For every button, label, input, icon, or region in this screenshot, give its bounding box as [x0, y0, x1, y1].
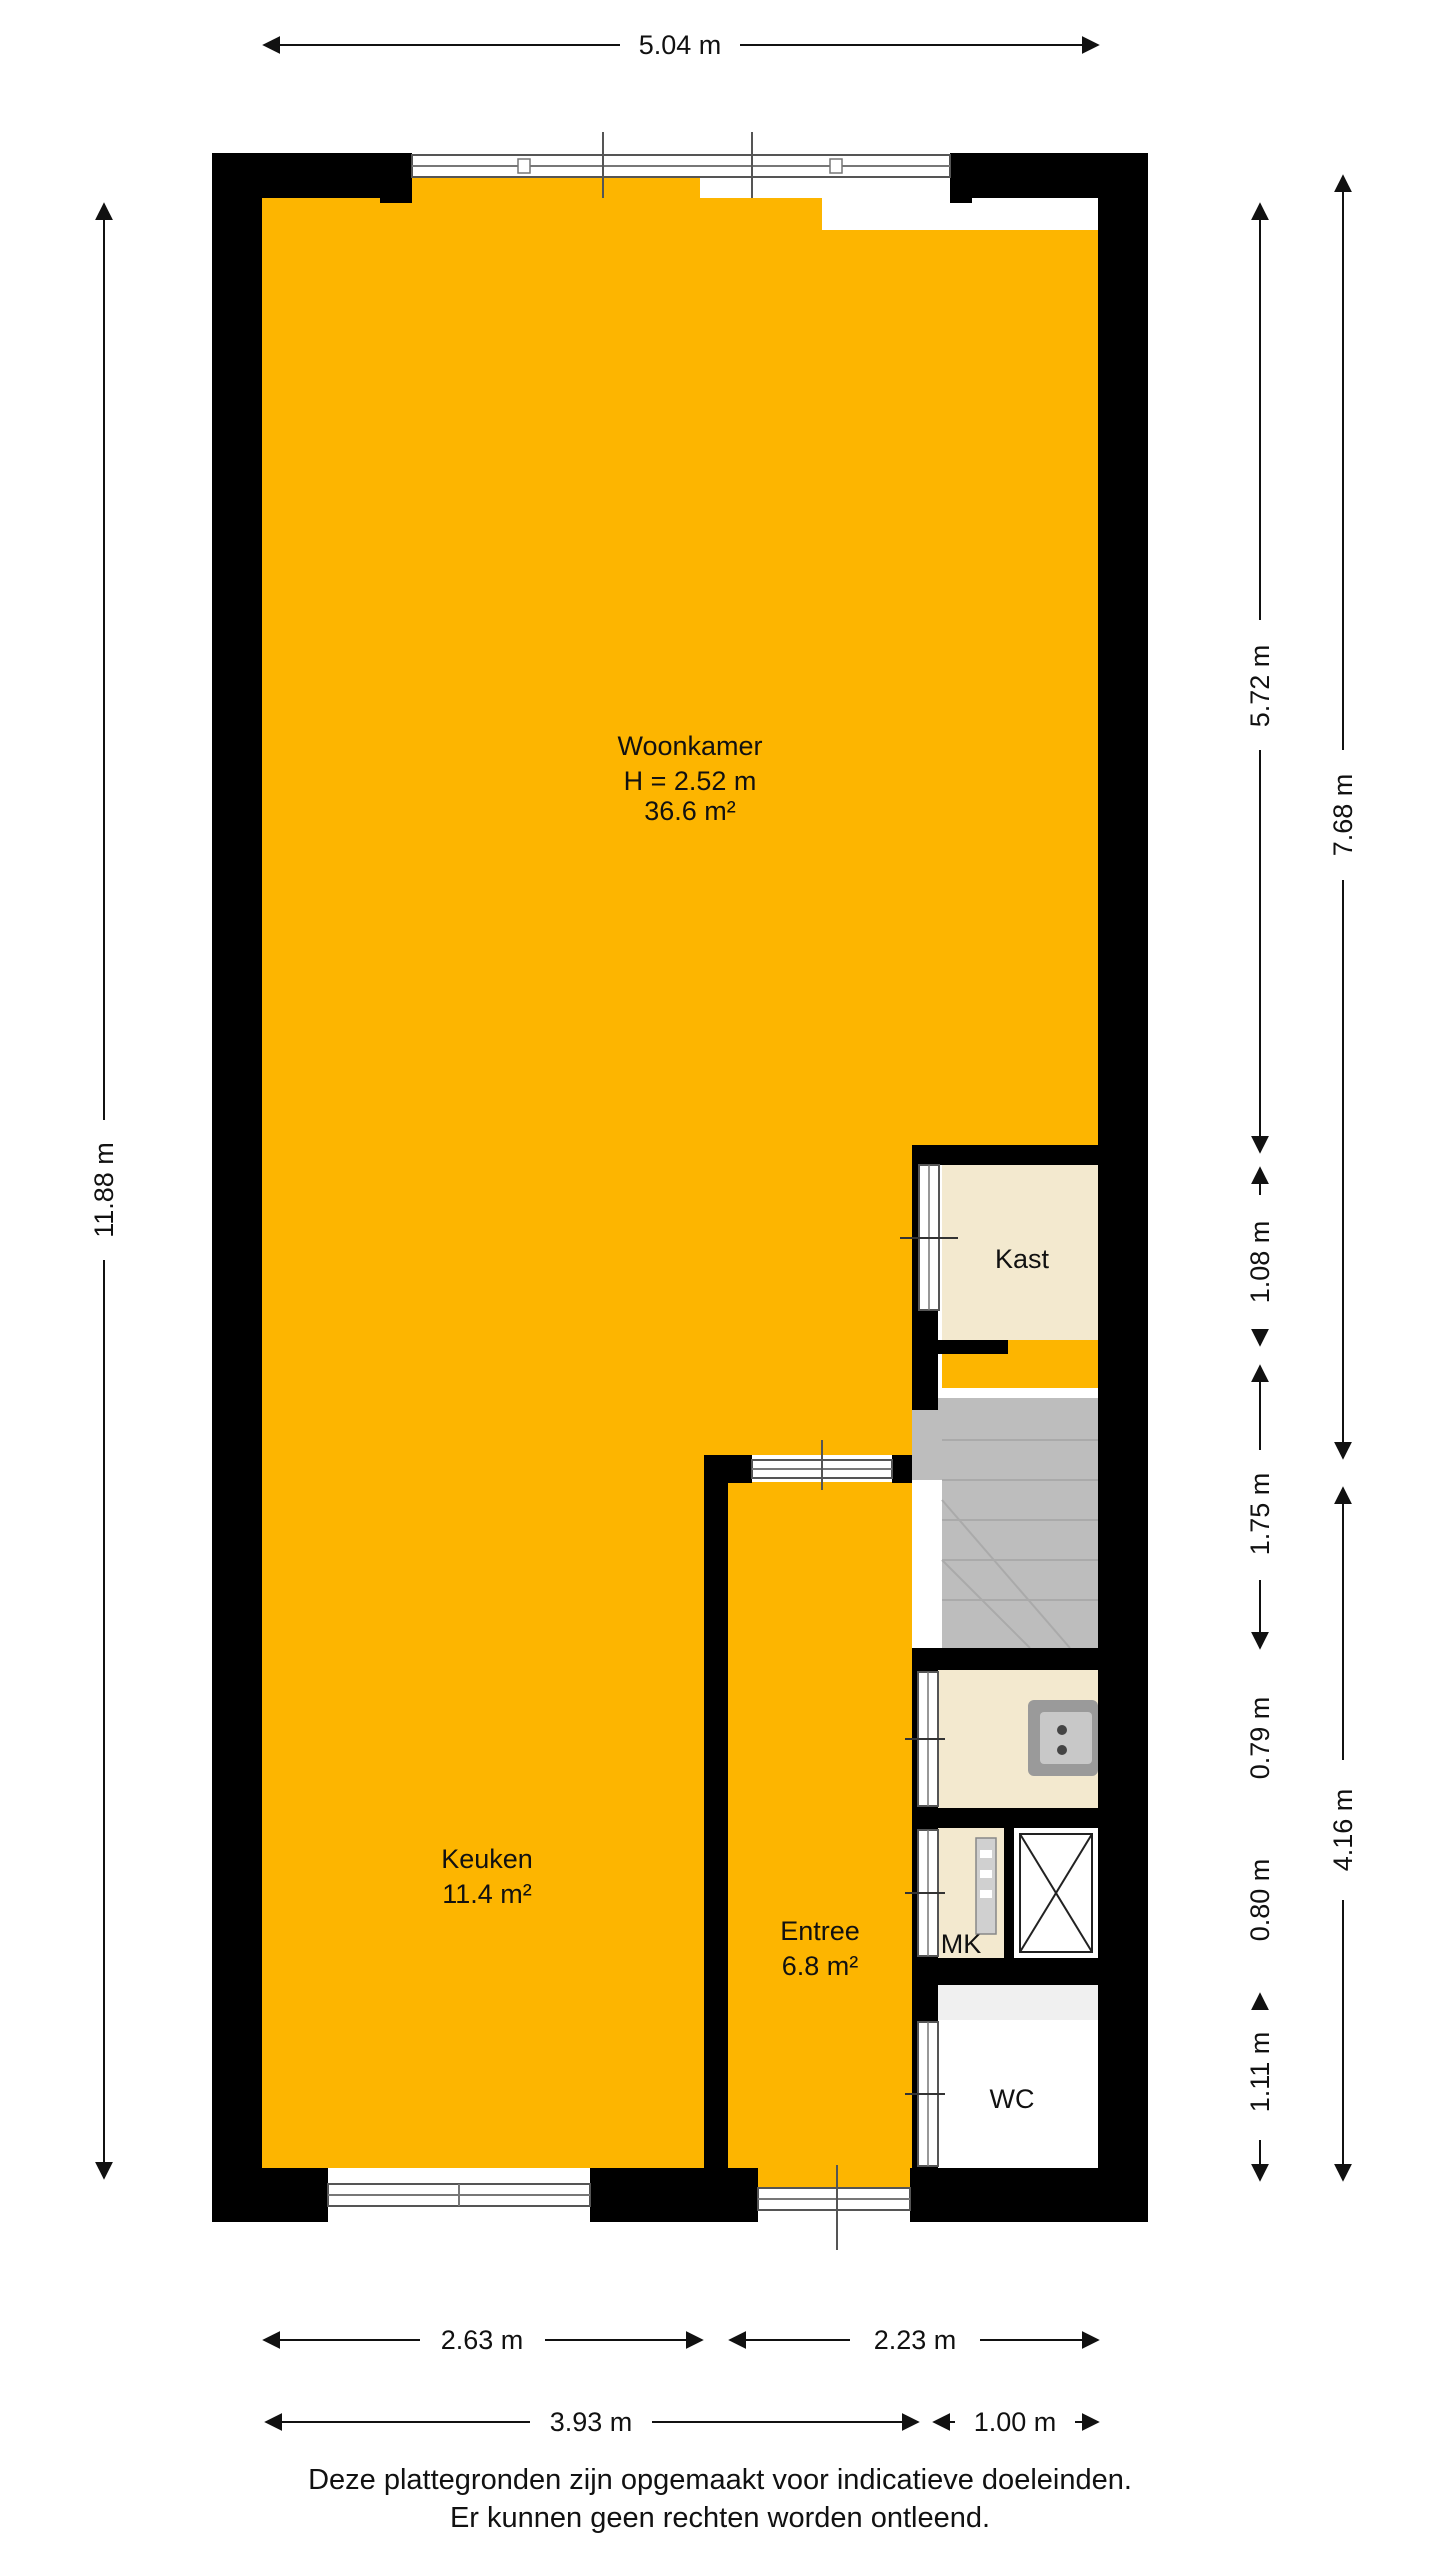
entree-area: 6.8 m²	[781, 1951, 859, 1981]
disclaimer-line-1: Deze plattegronden zijn opgemaakt voor indicatieve doeleinden.	[308, 2464, 1132, 2496]
meter-icon	[976, 1838, 996, 1934]
dim-right-inner-2: 1.08 m	[1245, 1220, 1275, 1304]
woonkamer-height: H = 2.52 m	[623, 766, 757, 796]
dim-right-inner-6: 1.11 m	[1245, 2031, 1275, 2113]
dim-right-outer-1: 7.68 m	[1328, 773, 1358, 857]
mk-label: MK	[940, 1929, 982, 1959]
wc-label: WC	[989, 2084, 1035, 2114]
dim-bottom-keuken: 2.63 m	[440, 2325, 524, 2355]
entree-floor	[728, 1482, 912, 2188]
dim-right-inner-3: 1.75 m	[1245, 1472, 1275, 1556]
staircase	[912, 1398, 1098, 1648]
woonkamer-label: Woonkamer	[617, 731, 763, 761]
window-keuken	[328, 2184, 590, 2206]
woonkamer-area: 36.6 m²	[644, 796, 736, 826]
keuken-label: Keuken	[441, 1844, 533, 1874]
floor-fills	[262, 178, 1098, 2188]
dim-top-width: 5.04 m	[638, 30, 722, 60]
dim-right-inner-4: 0.79 m	[1245, 1696, 1275, 1780]
dim-right-outer-2: 4.16 m	[1328, 1788, 1358, 1872]
entree-label: Entree	[780, 1916, 860, 1946]
dim-bottom-right: 1.00 m	[973, 2407, 1057, 2437]
kast-label: Kast	[994, 1244, 1050, 1274]
sink-icon	[1028, 1700, 1098, 1776]
keuken-area: 11.4 m²	[442, 1879, 532, 1909]
dim-left-height: 11.88 m	[89, 1142, 119, 1238]
dim-right-inner-1: 5.72 m	[1245, 644, 1275, 728]
dim-right-inner-5: 0.80 m	[1245, 1858, 1275, 1942]
dim-bottom-entree: 2.23 m	[873, 2325, 957, 2355]
disclaimer-line-2: Er kunnen geen rechten worden ontleend.	[449, 2502, 991, 2534]
dim-bottom-left-total: 3.93 m	[549, 2407, 633, 2437]
